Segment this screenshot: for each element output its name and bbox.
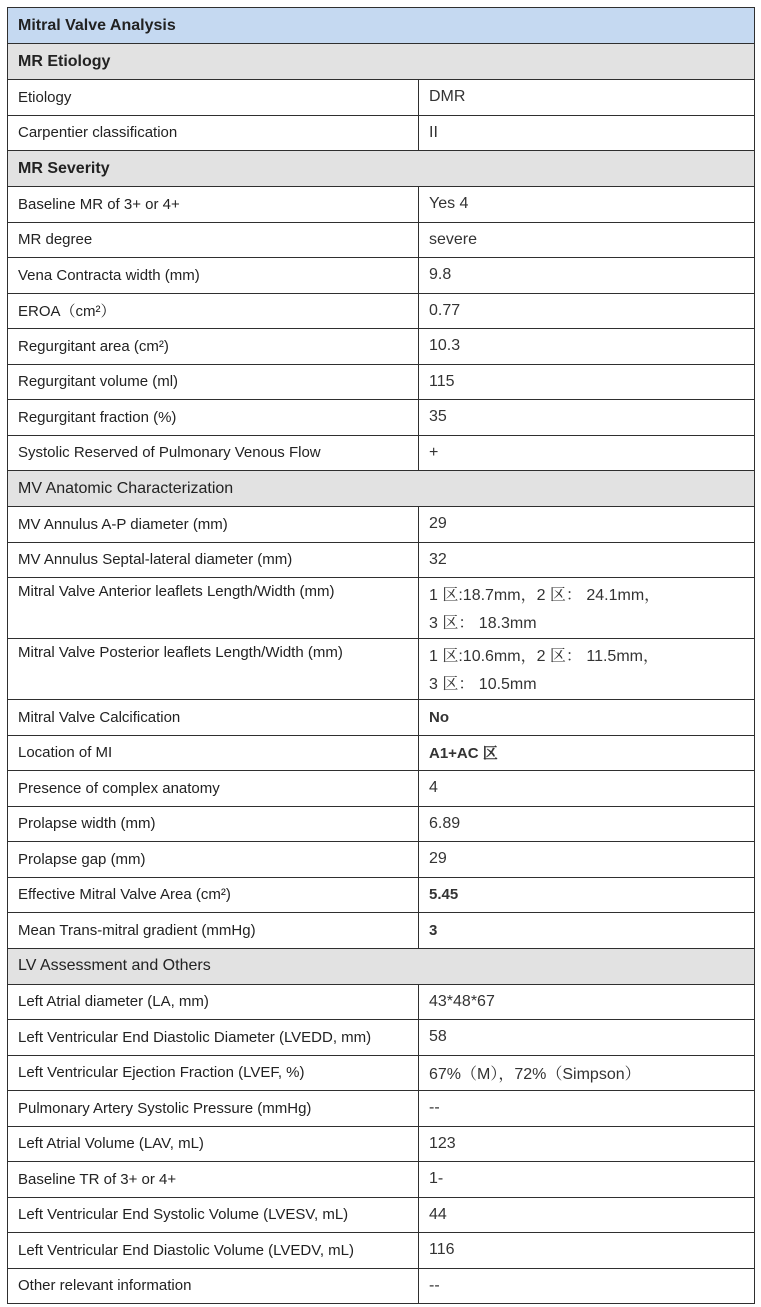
table-row xyxy=(8,842,755,878)
row-label: Pulmonary Artery Systolic Pressure (mmHg) xyxy=(8,1091,419,1127)
table-row xyxy=(8,1233,755,1269)
row-label: MV Annulus A-P diameter (mm) xyxy=(8,507,419,543)
row-value: 29 xyxy=(419,842,755,878)
table-row xyxy=(8,771,755,807)
row-value: 1- xyxy=(419,1162,755,1198)
table-row xyxy=(8,542,755,578)
row-label: Other relevant information xyxy=(8,1268,419,1304)
row-value: 32 xyxy=(419,542,755,578)
table-row xyxy=(8,1162,755,1198)
row-label: Vena Contracta width (mm) xyxy=(8,258,419,294)
row-label: Presence of complex anatomy xyxy=(8,771,419,807)
table-row xyxy=(8,364,755,400)
row-label: Prolapse gap (mm) xyxy=(8,842,419,878)
table-row xyxy=(8,1197,755,1233)
row-value: 4 xyxy=(419,771,755,807)
table-row xyxy=(8,293,755,329)
row-value xyxy=(419,578,755,639)
row-value: + xyxy=(419,435,755,471)
table-row xyxy=(8,700,755,736)
row-label: Baseline MR of 3+ or 4+ xyxy=(8,187,419,223)
section-heading: LV Assessment and Others xyxy=(8,948,755,984)
table-row xyxy=(8,187,755,223)
row-value-line: 3 区： 18.3mm xyxy=(429,615,537,632)
row-value: 58 xyxy=(419,1020,755,1056)
row-value: 29 xyxy=(419,507,755,543)
section-header-row xyxy=(8,471,755,507)
row-value: severe xyxy=(419,222,755,258)
table-row xyxy=(8,80,755,116)
table-row xyxy=(8,400,755,436)
row-label: Left Ventricular End Systolic Volume (LVESV, mL) xyxy=(8,1197,419,1233)
row-label: Left Ventricular Ejection Fraction (LVEF, %) xyxy=(8,1055,419,1091)
row-label: Left Ventricular End Diastolic Volume (LVEDV, mL) xyxy=(8,1233,419,1269)
row-label: Carpentier classification xyxy=(8,115,419,151)
row-label: Etiology xyxy=(8,80,419,116)
row-value: 123 xyxy=(419,1126,755,1162)
table-row xyxy=(8,735,755,771)
row-label: Left Atrial diameter (LA, mm) xyxy=(8,984,419,1020)
section-heading: MR Etiology xyxy=(8,44,755,80)
row-label: Mitral Valve Anterior leaflets Length/Width (mm) xyxy=(8,578,419,639)
table-row xyxy=(8,1055,755,1091)
row-value: 115 xyxy=(419,364,755,400)
table-row xyxy=(8,507,755,543)
mitral-valve-analysis-table xyxy=(7,7,755,1304)
table-row xyxy=(8,258,755,294)
table-row xyxy=(8,877,755,913)
table-row xyxy=(8,984,755,1020)
row-label: Regurgitant area (cm²) xyxy=(8,329,419,365)
table-row xyxy=(8,1126,755,1162)
row-value: DMR xyxy=(419,80,755,116)
row-value-line: 1 区:10.6mm，2 区： 11.5mm， xyxy=(429,648,659,665)
table-title-row xyxy=(8,8,755,44)
section-heading: MR Severity xyxy=(8,151,755,187)
row-value: 3 xyxy=(419,913,755,949)
row-label: Left Ventricular End Diastolic Diameter (LVEDD, mm) xyxy=(8,1020,419,1056)
row-label: Prolapse width (mm) xyxy=(8,806,419,842)
row-value: 6.89 xyxy=(419,806,755,842)
row-label: EROA（cm²） xyxy=(8,293,419,329)
table-row xyxy=(8,435,755,471)
row-label: Regurgitant volume (ml) xyxy=(8,364,419,400)
row-label: Left Atrial Volume (LAV, mL) xyxy=(8,1126,419,1162)
row-value: 67%（M），72%（Simpson） xyxy=(419,1055,755,1091)
row-value-line: 1 区:18.7mm，2 区： 24.1mm， xyxy=(429,587,661,604)
row-label: Regurgitant fraction (%) xyxy=(8,400,419,436)
row-value-line: 3 区： 10.5mm xyxy=(429,676,537,693)
row-label: Effective Mitral Valve Area (cm²) xyxy=(8,877,419,913)
row-value: 116 xyxy=(419,1233,755,1269)
row-value: -- xyxy=(419,1268,755,1304)
table-title: Mitral Valve Analysis xyxy=(8,8,755,44)
row-value: 35 xyxy=(419,400,755,436)
section-header-row xyxy=(8,44,755,80)
row-value: 43*48*67 xyxy=(419,984,755,1020)
row-label: Location of MI xyxy=(8,735,419,771)
row-value: 5.45 xyxy=(419,877,755,913)
table-row xyxy=(8,639,755,700)
row-label: MR degree xyxy=(8,222,419,258)
table-row xyxy=(8,806,755,842)
table-row xyxy=(8,222,755,258)
table-row xyxy=(8,913,755,949)
table-row xyxy=(8,329,755,365)
section-header-row xyxy=(8,948,755,984)
row-value: II xyxy=(419,115,755,151)
row-label: Mean Trans-mitral gradient (mmHg) xyxy=(8,913,419,949)
table-row xyxy=(8,578,755,639)
row-value: A1+AC 区 xyxy=(419,735,755,771)
section-heading: MV Anatomic Characterization xyxy=(8,471,755,507)
row-label: Mitral Valve Posterior leaflets Length/Width (mm) xyxy=(8,639,419,700)
section-header-row xyxy=(8,151,755,187)
row-label: Systolic Reserved of Pulmonary Venous Flow xyxy=(8,435,419,471)
table-row xyxy=(8,115,755,151)
table-row xyxy=(8,1020,755,1056)
row-value: 0.77 xyxy=(419,293,755,329)
table-row xyxy=(8,1268,755,1304)
row-value: No xyxy=(419,700,755,736)
row-value: -- xyxy=(419,1091,755,1127)
table-row xyxy=(8,1091,755,1127)
row-value: 9.8 xyxy=(419,258,755,294)
row-value: Yes 4 xyxy=(419,187,755,223)
row-value: 10.3 xyxy=(419,329,755,365)
row-value: 44 xyxy=(419,1197,755,1233)
row-label: Baseline TR of 3+ or 4+ xyxy=(8,1162,419,1198)
row-label: Mitral Valve Calcification xyxy=(8,700,419,736)
row-label: MV Annulus Septal-lateral diameter (mm) xyxy=(8,542,419,578)
row-value xyxy=(419,639,755,700)
